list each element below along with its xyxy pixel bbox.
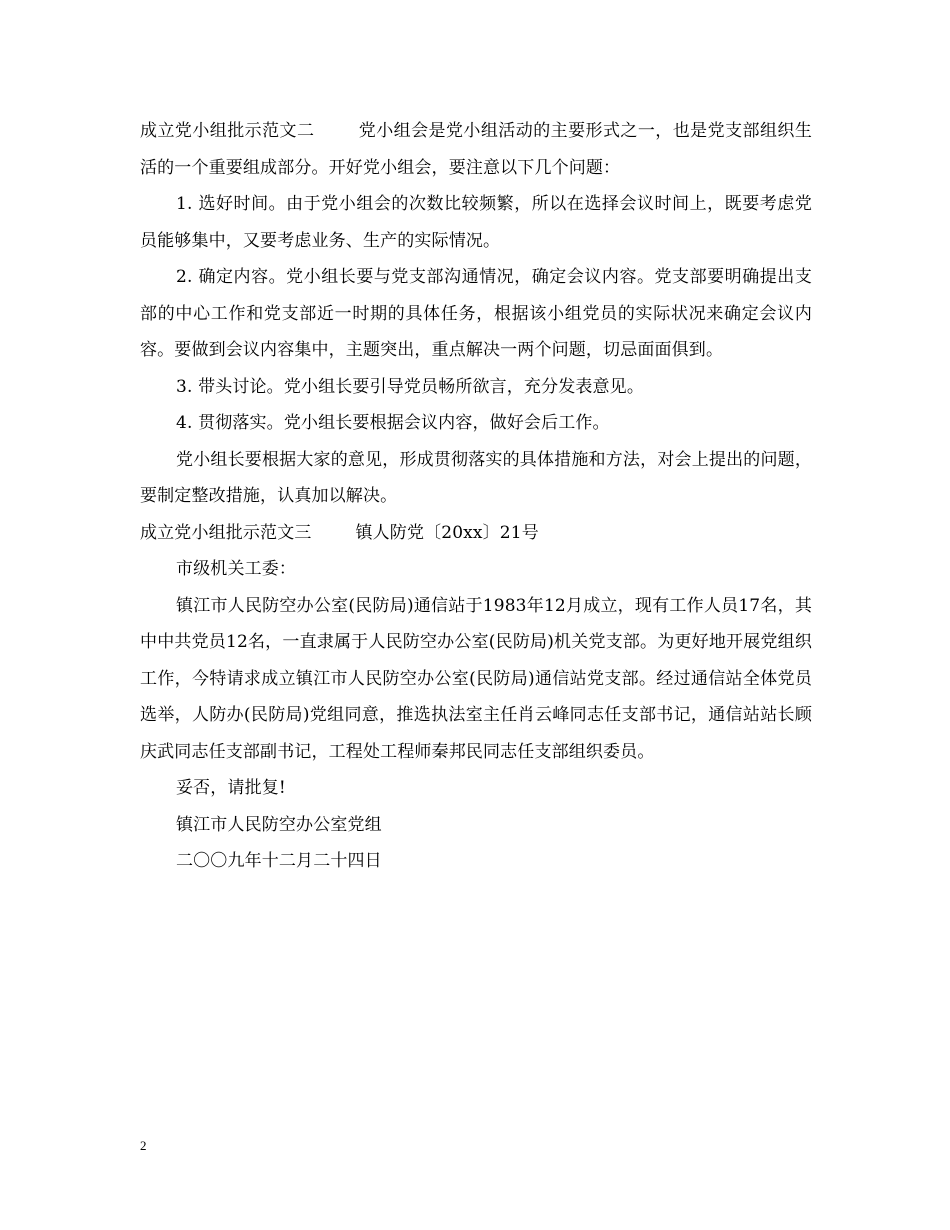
document-date: 二〇〇九年十二月二十四日 — [176, 851, 382, 871]
document-number: 镇人防党〔20xx〕21号 — [355, 522, 539, 543]
section3-heading: 成立党小组批示范文三 — [140, 522, 312, 543]
addressee: 市级机关工委： — [176, 559, 297, 579]
section2-heading: 成立党小组批示范文二 — [140, 121, 315, 141]
signature: 镇江市人民防空办公室党组 — [176, 814, 382, 835]
section2-intro: 党小组会是党小组活动的主要形式之一，也是党支部组织生活的一个重要组成部分。开好党小组会，要注意以下几个问题： — [140, 121, 813, 178]
section3-paragraph — [140, 515, 812, 552]
list-item: 4. 贯彻落实。党小组长要根据会议内容，做好会后工作。 — [176, 413, 610, 433]
list-item: 2. 确定内容。党小组长要与党支部沟通情况，确定会议内容。党支部要明确提出支部的中心工作和党支部近一时期的具体任务，根据该小组党员的实际状况来确定会议内容。要做到会议内容集中，主题突出，重点解决一两个问题，切忌面面俱到。 — [140, 267, 812, 360]
document-body — [140, 113, 812, 880]
list-item: 1. 选好时间。由于党小组会的次数比较频繁，所以在选择会议时间上，既要考虑党员能够集中，又要考虑业务、生产的实际情况。 — [140, 194, 812, 251]
page-number: 2 — [140, 1138, 147, 1153]
request-line: 妥否，请批复! — [176, 778, 286, 798]
section2-closing: 党小组长要根据大家的意见，形成贯彻落实的具体措施和方法，对会上提出的问题，要制定整改措施，认真加以解决。 — [140, 449, 812, 506]
list-item: 3. 带头讨论。党小组长要引导党员畅所欲言，充分发表意见。 — [176, 376, 644, 397]
section2-paragraph — [140, 113, 812, 186]
section3-body: 镇江市人民防空办公室(民防局)通信站于1983年12月成立，现有工作人员17名，其中中共党员12名，一直隶属于人民防空办公室(民防局)机关党支部。为更好地开展党组织工作，今特请求成立镇江市人民防空办公室(民防局)通信站党支部。经过通信站全体党员选举，人防办(民防局)党组同意，推选执法室主任肖云峰同志任支部书记，通信站站长顾庆武同志任支部副书记，工程处工程师秦邦民同志任支部组织委员。 — [140, 595, 812, 762]
